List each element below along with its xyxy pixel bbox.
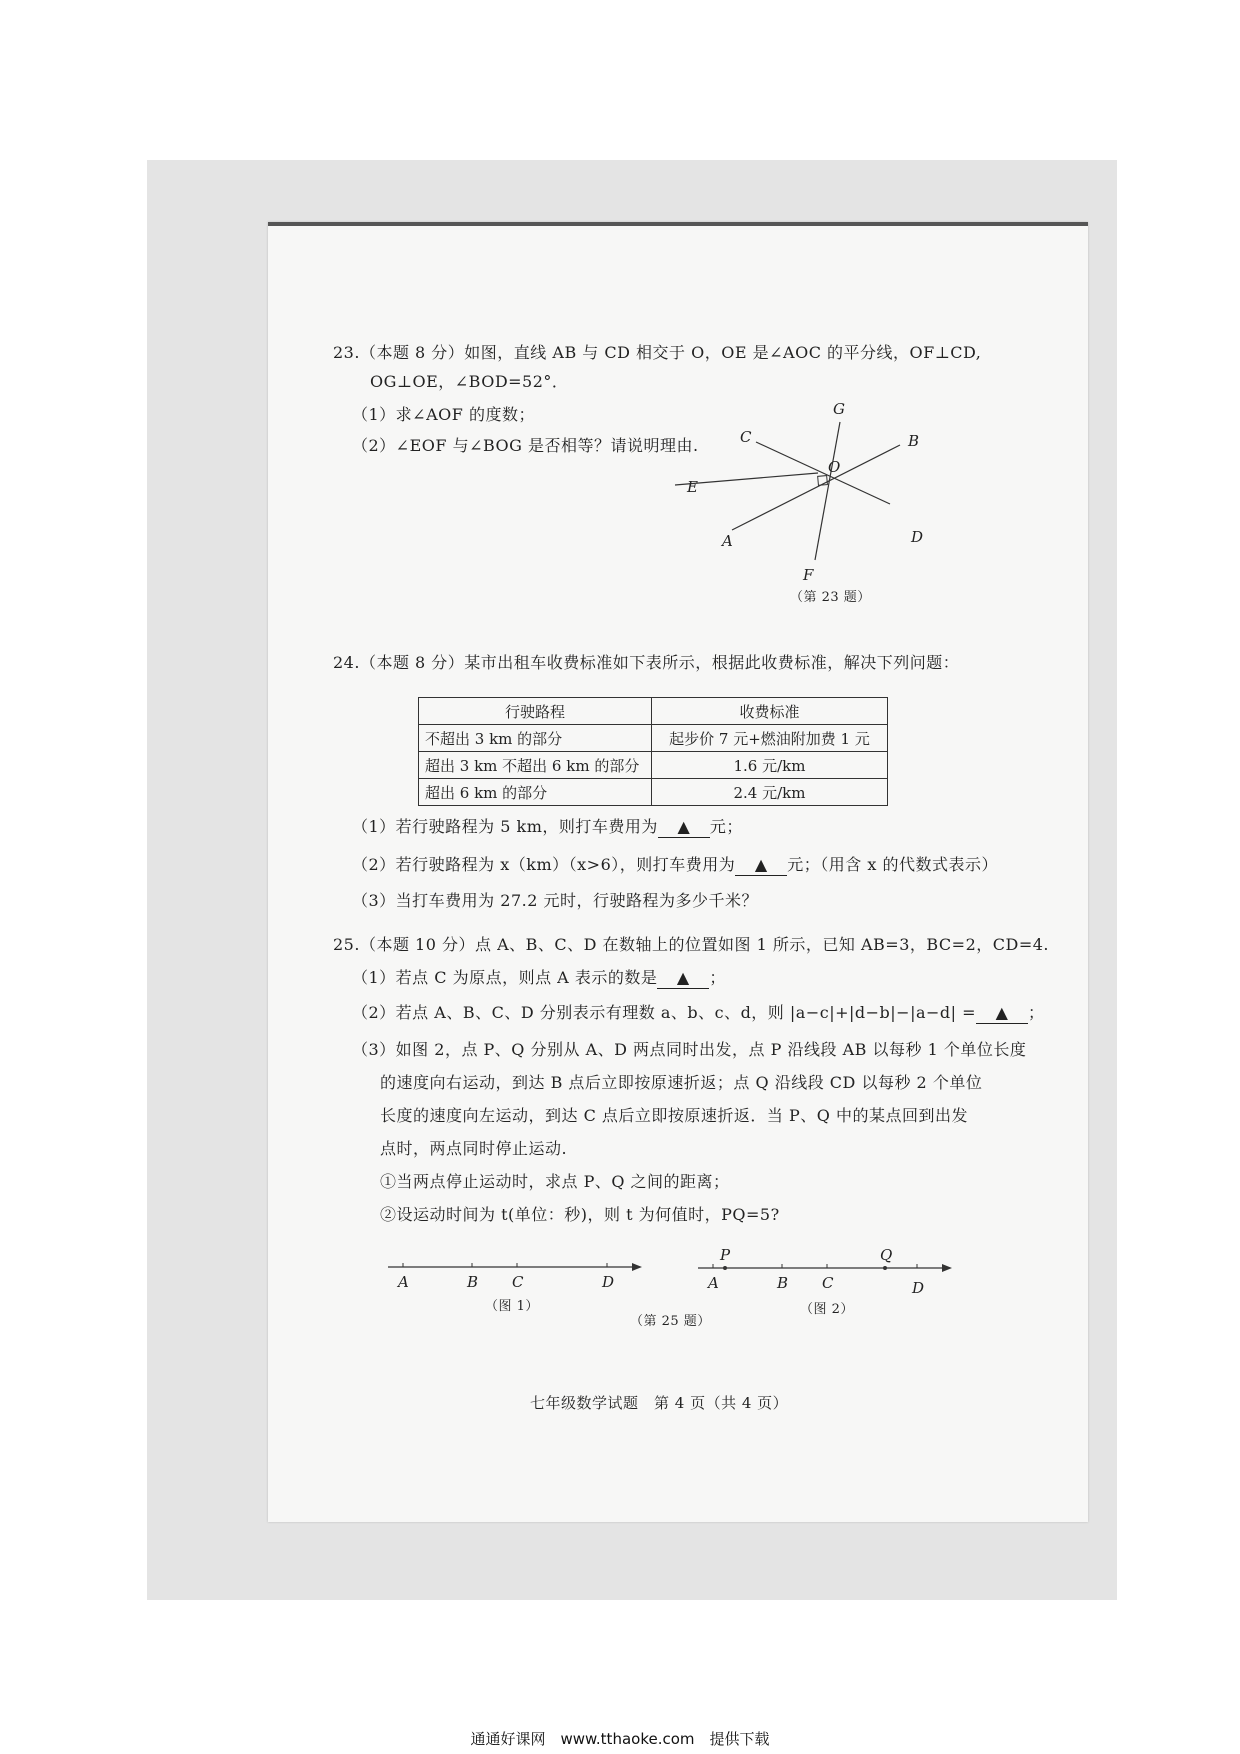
fare-table bbox=[418, 697, 888, 806]
answer-blank[interactable]: ▲ bbox=[658, 817, 710, 838]
q24-part3: （3）当打车费用为 27.2 元时，行驶路程为多少千米？ bbox=[352, 891, 758, 910]
q25-part3-line4: 点时，两点同时停止运动. bbox=[380, 1139, 568, 1158]
label-c: C bbox=[740, 428, 752, 446]
row3-fee: 2.4 元/km bbox=[652, 779, 888, 806]
q23-figure bbox=[687, 380, 940, 590]
answer-blank[interactable]: ▲ bbox=[976, 1003, 1028, 1024]
number-line-fig2 bbox=[690, 1246, 960, 1300]
fig1-label-a: A bbox=[398, 1273, 409, 1291]
fig1-caption: （图 1） bbox=[485, 1299, 539, 1314]
fig2-label-a: A bbox=[708, 1274, 719, 1292]
q23-part2: （2）∠EOF 与∠BOG 是否相等？请说明理由. bbox=[352, 436, 699, 455]
q23-part1: （1）求∠AOF 的度数； bbox=[352, 405, 535, 424]
q25-part3-line2: 的速度向右运动，到达 B 点后立即按原速折返；点 Q 沿线段 CD 以每秒 2 个单位 bbox=[380, 1073, 983, 1092]
label-a: A bbox=[722, 532, 733, 550]
q25-part3-line3: 长度的速度向左运动，到达 C 点后立即按原速折返．当 P、Q 中的某点回到出发 bbox=[380, 1106, 968, 1125]
row1-fee: 起步价 7 元+燃油附加费 1 元 bbox=[652, 725, 888, 752]
q25-caption: （第 25 题） bbox=[630, 1314, 711, 1329]
fig2-caption: （图 2） bbox=[800, 1302, 854, 1317]
q25-part2 bbox=[352, 1003, 1045, 1024]
row1-distance: 不超出 3 km 的部分 bbox=[419, 725, 652, 752]
q24-p1-suffix: 元； bbox=[709, 817, 743, 836]
q25-part3-line1: （3）如图 2，点 P、Q 分别从 A、D 两点同时出发，点 P 沿线段 AB 以每秒 1 个单位长度 bbox=[352, 1040, 1027, 1059]
number-line-fig1 bbox=[380, 1255, 650, 1295]
q23-line2: OG⊥OE，∠BOD=52°． bbox=[370, 372, 569, 391]
q25-sub1: ①当两点停止运动时，求点 P、Q 之间的距离； bbox=[380, 1172, 730, 1191]
q25-p2-text: （2）若点 A、B、C、D 分别表示有理数 a、b、c、d，则 |a−c|+|d−b|−|a−d| = bbox=[352, 1003, 977, 1022]
fig2-label-c: C bbox=[822, 1274, 834, 1292]
q25-intro: 25.（本题 10 分）点 A、B、C、D 在数轴上的位置如图 1 所示，已知 AB=3，BC=2，CD=4. bbox=[333, 935, 1049, 954]
answer-blank[interactable]: ▲ bbox=[735, 855, 787, 876]
paper-edge bbox=[268, 222, 1088, 226]
label-g: G bbox=[833, 400, 845, 418]
q24-part2 bbox=[352, 855, 998, 876]
site-footer: 通通好课网 www.tthaoke.com 提供下载 bbox=[470, 1730, 770, 1748]
q23-caption: （第 23 题） bbox=[790, 590, 871, 605]
fig2-label-p: P bbox=[720, 1246, 731, 1264]
fig1-label-d: D bbox=[602, 1273, 615, 1291]
row2-fee: 1.6 元/km bbox=[652, 752, 888, 779]
label-e: E bbox=[687, 478, 698, 496]
fig2-label-q: Q bbox=[880, 1246, 893, 1264]
q24-p2-suffix: 元；（用含 x 的代数式表示） bbox=[787, 855, 998, 874]
line-cd bbox=[756, 442, 890, 504]
q24-p2-text: （2）若行驶路程为 x（km）（x>6），则打车费用为 bbox=[352, 855, 736, 874]
q24-part1 bbox=[352, 817, 743, 838]
header-fee: 收费标准 bbox=[652, 698, 888, 725]
fig1-label-c: C bbox=[512, 1273, 524, 1291]
q24-intro: 24.（本题 8 分）某市出租车收费标准如下表所示，根据此收费标准，解决下列问题： bbox=[333, 653, 960, 672]
line-ab bbox=[732, 445, 900, 530]
q25-sub2: ②设运动时间为 t(单位：秒)，则 t 为何值时，PQ=5? bbox=[380, 1205, 780, 1224]
fig1-label-b: B bbox=[467, 1273, 479, 1291]
answer-blank[interactable]: ▲ bbox=[657, 968, 709, 989]
q25-p1-text: （1）若点 C 为原点，则点 A 表示的数是 bbox=[352, 968, 658, 987]
table-header-row bbox=[419, 698, 888, 725]
label-f: F bbox=[803, 566, 814, 584]
page-footer: 七年级数学试题 第 4 页（共 4 页） bbox=[530, 1394, 789, 1412]
q23-line1: 23.（本题 8 分）如图，直线 AB 与 CD 相交于 O，OE 是∠AOC 的平分线，OF⊥CD, bbox=[333, 343, 982, 362]
q25-p1-suffix: ； bbox=[709, 968, 726, 987]
label-d: D bbox=[911, 528, 924, 546]
fig2-label-d: D bbox=[912, 1279, 925, 1297]
q24-p1-text: （1）若行驶路程为 5 km，则打车费用为 bbox=[352, 817, 658, 836]
q25-part1 bbox=[352, 968, 726, 989]
label-o: O bbox=[828, 458, 841, 476]
label-b: B bbox=[908, 432, 920, 450]
header-distance: 行驶路程 bbox=[419, 698, 652, 725]
table-row bbox=[419, 752, 888, 779]
fig2-label-b: B bbox=[777, 1274, 789, 1292]
table-row bbox=[419, 779, 888, 806]
table-row bbox=[419, 725, 888, 752]
row3-distance: 超出 6 km 的部分 bbox=[419, 779, 652, 806]
q25-p2-suffix: ； bbox=[1028, 1003, 1045, 1022]
line-gf bbox=[815, 422, 840, 560]
row2-distance: 超出 3 km 不超出 6 km 的部分 bbox=[419, 752, 652, 779]
